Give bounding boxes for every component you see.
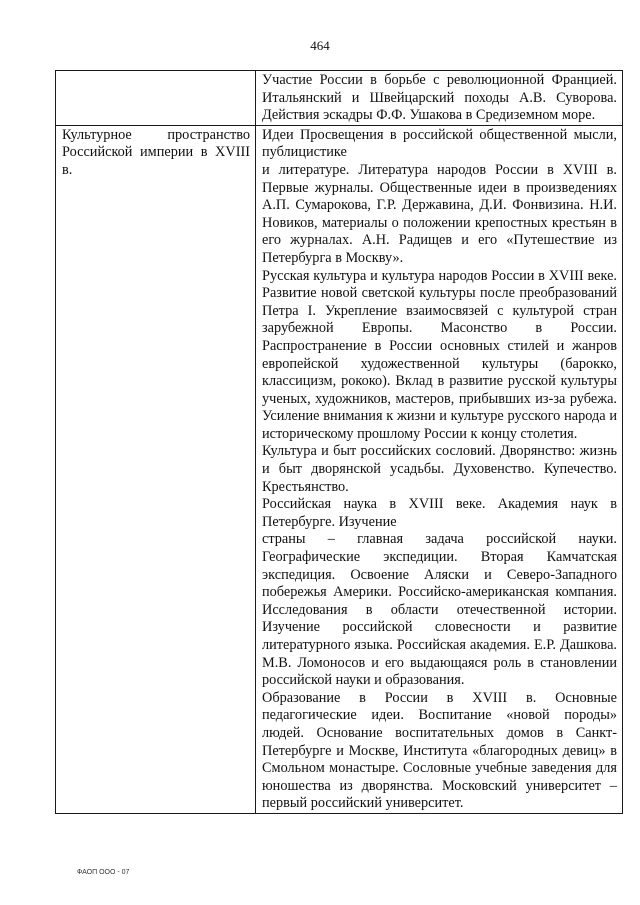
paragraph: Участие России в борьбе с революционной Францией. Итальянский и Швейцарский походы А.В. Суворова. Действия эскадры Ф.Ф. Ушакова в Средиземном море. bbox=[262, 72, 617, 124]
paragraph: и литературе. Литература народов России в XVIII в. Первые журналы. Общественные идеи в произведениях А.П. Сумарокова, Г.Р. Державина, Д.И. Фонвизина. Н.И. Новиков, материалы о положении крепостных крестьян в его журналах. А.Н. Радищев и его «Путешествие из Петербурга в Москву». bbox=[262, 161, 617, 266]
description-cell bbox=[256, 125, 623, 813]
topic-cell: Культурное пространство Российской империи в XVIII в. bbox=[56, 125, 256, 813]
curriculum-table bbox=[55, 70, 623, 814]
paragraph: Культура и быт российских сословий. Дворянство: жизнь и быт дворянской усадьбы. Духовенство. Купечество. Крестьянство. bbox=[262, 443, 617, 495]
table-row bbox=[56, 71, 623, 126]
paragraph: Образование в России в XVIII в. Основные педагогические идеи. Воспитание «новой породы» людей. Основание воспитательных домов в Санкт-Петербурге и Москве, Института «благородных девиц» в Смольном монастыре. Сословные учебные заведения для юношества из дворянства. Московский университет – первый российский университет. bbox=[262, 689, 617, 812]
paragraph: Русская культура и культура народов России в XVIII веке. Развитие новой светской культуры после преобразований Петра I. Укрепление взаимосвязей с культурой стран зарубежной Европы. Масонство в России. Распространение в России основных стилей и жанров европейской художественной культуры (барокко, классицизм, рококо). Вклад в развитие русской культуры ученых, художников, мастеров, прибывших из-за рубежа. Усиление внимания к жизни и культуре русского народа и историческому прошлому России к концу столетия. bbox=[262, 267, 617, 442]
paragraph: страны – главная задача российской науки. Географические экспедиции. Вторая Камчатская экспедиция. Освоение Аляски и Северо-Западного побережья Америки. Российско-американская компания. Исследования в области отечественной истории. Изучение российской словесности и развитие литературного языка. Российская академия. Е.Р. Дашкова. М.В. Ломоносов и его выдающаяся роль в становлении российской науки и образования. bbox=[262, 531, 617, 689]
table-row bbox=[56, 125, 623, 813]
topic-cell bbox=[56, 71, 256, 126]
page-number: 464 bbox=[310, 38, 330, 53]
paragraph: Российская наука в XVIII веке. Академия наук в Петербурге. Изучение bbox=[262, 496, 617, 530]
footer-code: ФАОП ООО - 07 bbox=[77, 869, 130, 876]
paragraph: Идеи Просвещения в российской общественной мысли, публицистике bbox=[262, 126, 617, 161]
description-cell bbox=[256, 71, 623, 126]
